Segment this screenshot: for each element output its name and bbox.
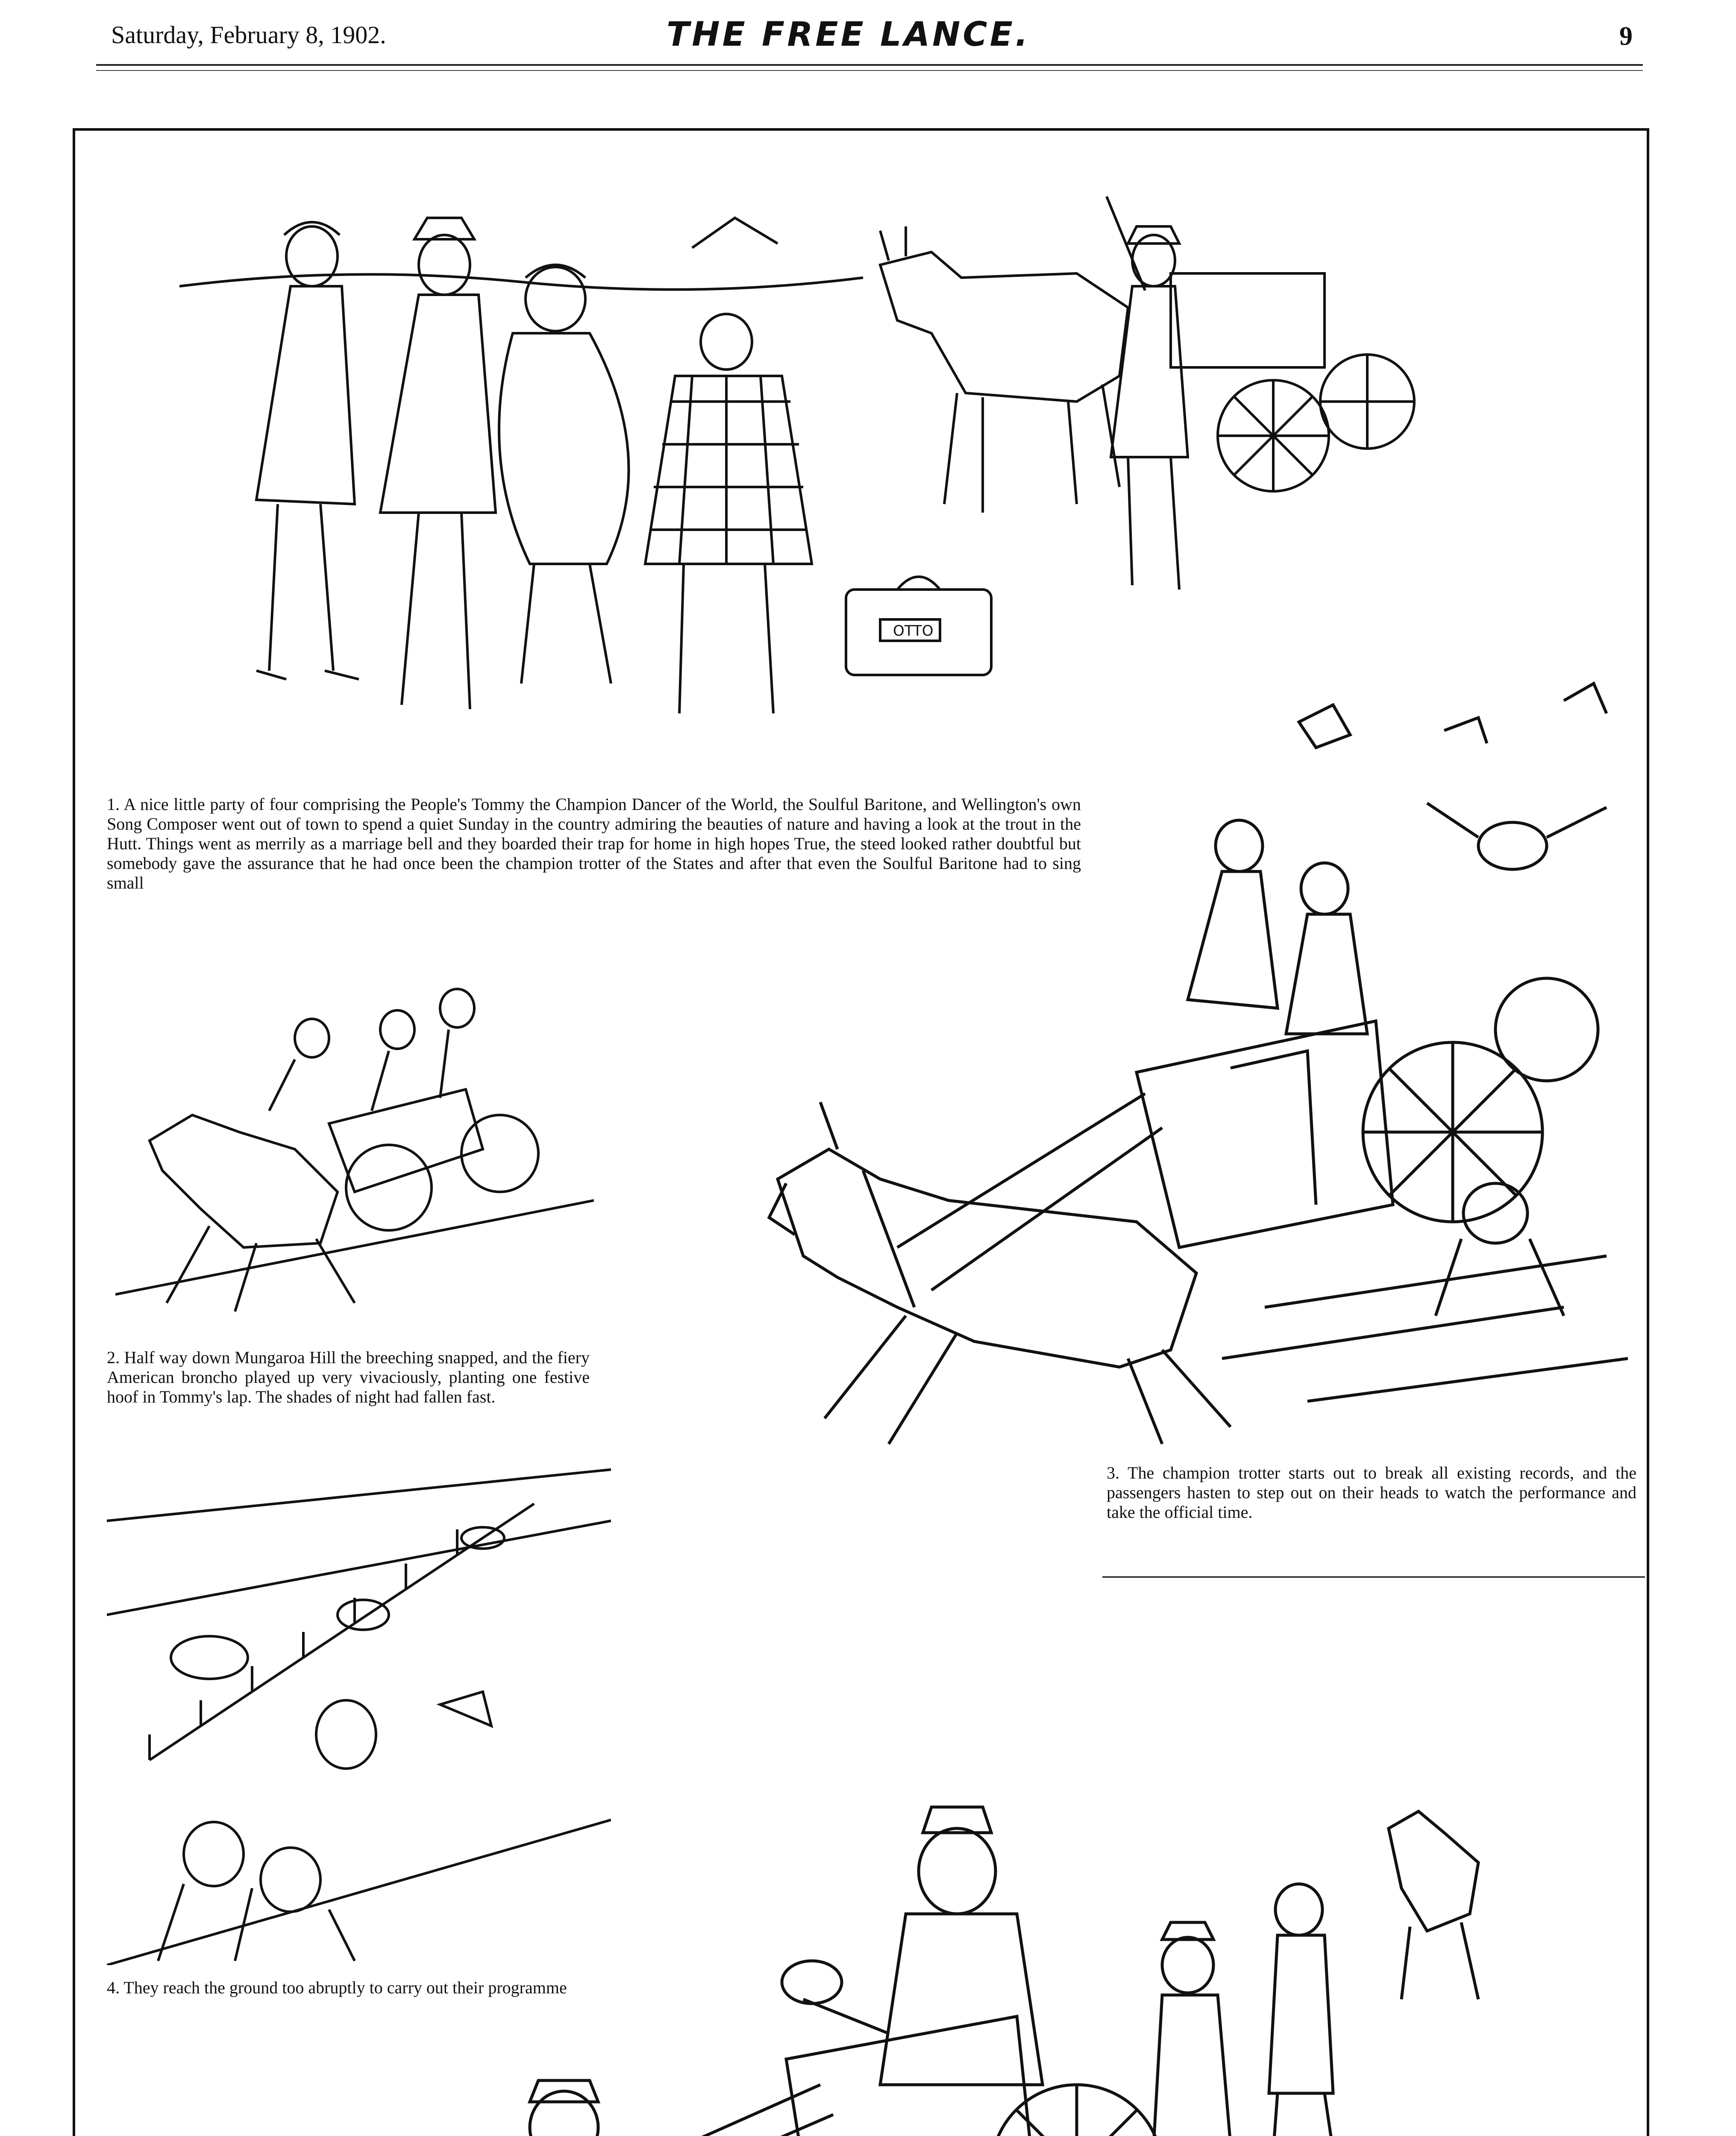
panel-2-caption	[107, 1348, 590, 1407]
hauling-trap-drawing	[350, 1760, 1513, 2136]
panel-4-caption-text: 4. They reach the ground too abruptly to carry out their programme	[107, 1978, 567, 1997]
panel-5-illustration	[350, 1760, 1513, 2136]
luggage-label: OTTO	[893, 622, 934, 640]
panel-3-caption-text: 3. The champion trotter starts out to break all existing records, and the passengers hasten to step out on their heads to watch the performance and take the official time.	[1107, 1463, 1636, 1522]
panel-1-caption-text: 1. A nice little party of four comprising the People's Tommy the Champion Dancer of the World, the Soulful Baritone, and Wellington's own Song Composer went out of town to spend a quiet Sunday in the country admiring the beauties of nature and having a look at the trout in the Hutt. Things went as merrily as a marriage bell and they boarded their trap for home in high hopes True, the steed looked rather doubtful but somebody gave the assurance that he had once been the champion trotter of the States and after that even the Soulful Baritone had to sing small	[107, 795, 1081, 892]
issue-date: Saturday, February 8, 1902.	[111, 21, 386, 49]
header-rule-thin	[96, 70, 1643, 71]
panel-2-caption-text: 2. Half way down Mungaroa Hill the breeching snapped, and the fiery American broncho played up very vivaciously, planting one festive hoof in Tommy's lap. The shades of night had fallen fast.	[107, 1348, 590, 1406]
panel-3-caption	[1107, 1463, 1636, 1522]
panel-2-illustration	[115, 970, 594, 1320]
panel-3-bottom-rule	[1102, 1576, 1645, 1578]
header-rule	[96, 64, 1643, 66]
newspaper-title: THE FREE LANCE.	[667, 15, 1031, 54]
panel-3-illustration	[752, 666, 1649, 1452]
page-number: 9	[1619, 22, 1633, 51]
broncho-kick-drawing	[115, 970, 594, 1320]
runaway-trap-drawing	[752, 666, 1649, 1452]
